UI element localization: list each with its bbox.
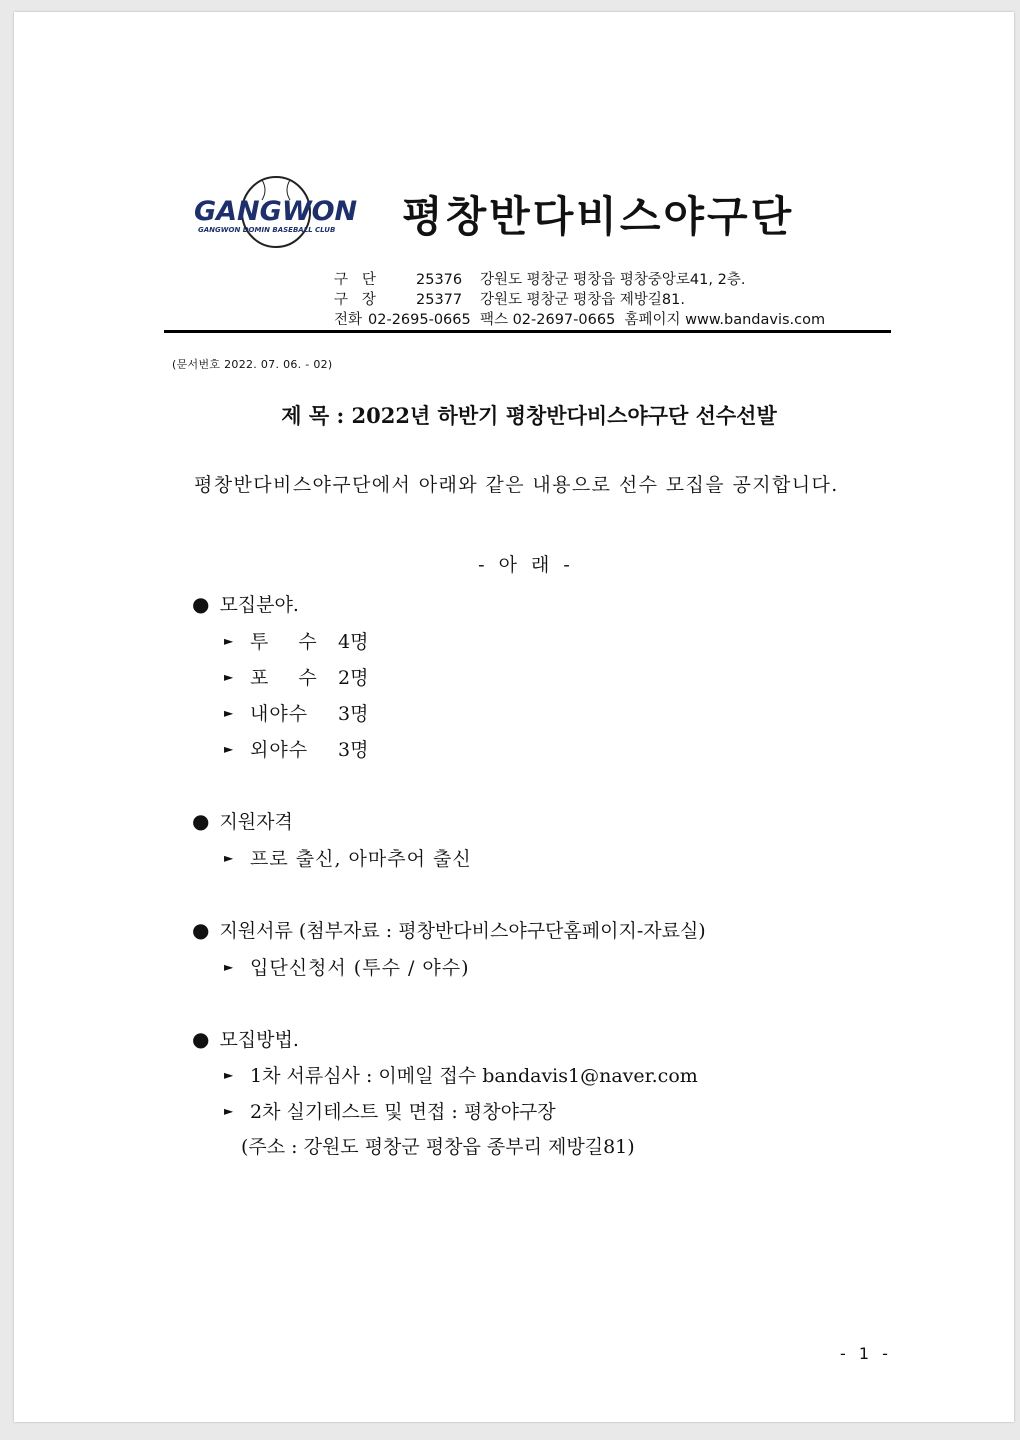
section-method-heading bbox=[192, 1025, 299, 1052]
recruit-count: 3명 bbox=[338, 703, 369, 725]
right-pointer-arrow-icon: ► bbox=[224, 705, 234, 720]
right-pointer-arrow-icon: ► bbox=[224, 959, 234, 974]
recruit-item bbox=[224, 627, 368, 654]
recruit-position: 투 수 bbox=[250, 631, 329, 653]
documents-text: 입단신청서 (투수 / 야수) bbox=[250, 957, 470, 979]
document-page bbox=[14, 12, 1014, 1422]
qualification-text: 프로 출신, 아마추어 출신 bbox=[250, 848, 472, 870]
info-row-stadium bbox=[334, 290, 825, 310]
right-pointer-arrow-icon: ► bbox=[224, 633, 234, 648]
info-address: 강원도 평창군 평창읍 평창중앙로41, 2층. bbox=[480, 272, 746, 288]
right-pointer-arrow-icon: ► bbox=[224, 669, 234, 684]
recruit-count: 3명 bbox=[338, 739, 369, 761]
logo-wordmark: GANGWON bbox=[194, 196, 358, 227]
header-rule bbox=[164, 330, 891, 333]
section-title: 지원자격 bbox=[219, 811, 293, 833]
section-title: 지원서류 (첨부자료 : 평창반다비스야구단홈페이지-자료실) bbox=[219, 920, 706, 942]
document-number: (문서번호 2022. 07. 06. - 02) bbox=[172, 358, 333, 371]
info-postcode: 25376 bbox=[416, 272, 463, 288]
right-pointer-arrow-icon: ► bbox=[224, 741, 234, 756]
section-documents-heading bbox=[192, 916, 706, 943]
info-row-office bbox=[334, 270, 825, 290]
qualification-item bbox=[224, 844, 472, 871]
page-number: - 1 - bbox=[840, 1344, 892, 1363]
section-qualification-heading bbox=[192, 807, 293, 834]
right-pointer-arrow-icon: ► bbox=[224, 850, 234, 865]
gangwon-logo bbox=[184, 172, 364, 252]
contact-info bbox=[334, 270, 825, 330]
recruit-position: 포 수 bbox=[250, 667, 329, 689]
info-postcode: 25377 bbox=[416, 292, 463, 308]
section-title: 모집방법. bbox=[219, 1029, 299, 1051]
recruit-position: 외야수 bbox=[250, 739, 309, 761]
method-item bbox=[224, 1061, 698, 1088]
right-pointer-arrow-icon: ► bbox=[224, 1103, 234, 1118]
recruit-item bbox=[224, 699, 368, 726]
subject-line: 제 목 : 2022년 하반기 평창반다비스야구단 선수선발 bbox=[281, 403, 777, 428]
method-item bbox=[224, 1097, 556, 1124]
recruit-count: 2명 bbox=[338, 667, 369, 689]
info-label: 전화 bbox=[334, 312, 363, 328]
recruit-position: 내야수 bbox=[250, 703, 309, 725]
section-title: 모집분야. bbox=[219, 594, 299, 616]
venue-address-note: (주소 : 강원도 평창군 평창읍 종부리 제방길81) bbox=[241, 1136, 635, 1158]
info-address: 강원도 평창군 평창읍 제방길81. bbox=[480, 292, 685, 308]
black-circle-bullet-icon: ● bbox=[192, 1026, 210, 1051]
info-label: 구 장 bbox=[334, 292, 376, 308]
method-text: 1차 서류심사 : 이메일 접수 bandavis1@naver.com bbox=[250, 1065, 698, 1087]
info-row-contact bbox=[334, 310, 825, 330]
black-circle-bullet-icon: ● bbox=[192, 917, 210, 942]
black-circle-bullet-icon: ● bbox=[192, 591, 210, 616]
section-recruit-heading bbox=[192, 590, 299, 617]
method-text: 2차 실기테스트 및 면접 : 평창야구장 bbox=[250, 1101, 556, 1123]
org-title: 평창반다비스야구단 bbox=[402, 192, 795, 241]
recruit-count: 4명 bbox=[338, 631, 369, 653]
intro-text: 평창반다비스야구단에서 아래와 같은 내용으로 선수 모집을 공지합니다. bbox=[194, 474, 839, 496]
info-contact-details: 02-2695-0665 팩스 02-2697-0665 홈페이지 www.bandavis.com bbox=[368, 312, 826, 328]
documents-item bbox=[224, 953, 470, 980]
right-pointer-arrow-icon: ► bbox=[224, 1067, 234, 1082]
info-label: 구 단 bbox=[334, 272, 376, 288]
logo-subtext: GANGWON DOMIN BASEBALL CLUB bbox=[198, 226, 336, 234]
black-circle-bullet-icon: ● bbox=[192, 808, 210, 833]
recruit-item bbox=[224, 735, 368, 762]
section-separator: - 아 래 - bbox=[478, 554, 574, 576]
recruit-item bbox=[224, 663, 368, 690]
